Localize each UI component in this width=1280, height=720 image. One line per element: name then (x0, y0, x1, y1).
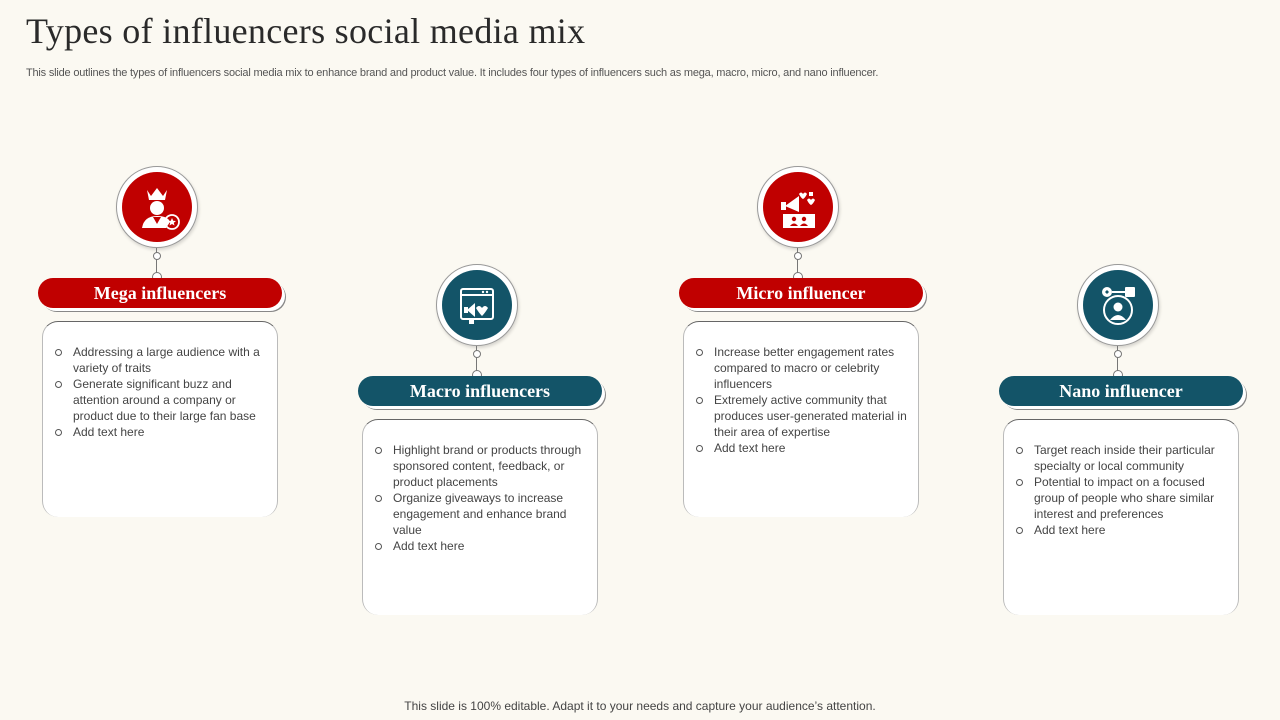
connector-dot (1114, 350, 1122, 358)
card-title: Micro influencer (679, 278, 923, 308)
crowned-person-star-icon (122, 172, 192, 242)
connector-dot (794, 252, 802, 260)
bullet-item: Highlight brand or products through sponsored content, feedback, or product placements (393, 442, 587, 490)
browser-megaphone-icon (442, 270, 512, 340)
bullet-item: Potential to impact on a focused group of people who share similar interest and preferences (1034, 474, 1228, 522)
card-text-box (362, 419, 598, 615)
bullet-item: Add text here (73, 424, 267, 440)
bullet-list (363, 420, 597, 554)
page-subtitle: This slide outlines the types of influencers social media mix to enhance brand and product value. It includes four types of influencers such as mega, macro, micro, and nano influencer. (26, 67, 879, 79)
card-text-box (683, 321, 919, 517)
icon-ring (1077, 264, 1159, 346)
bullet-list (1004, 420, 1238, 538)
megaphone-hearts-icon (763, 172, 833, 242)
page-title: Types of influencers social media mix (26, 11, 586, 51)
bullet-item: Add text here (393, 538, 587, 554)
bullet-item: Extremely active community that produces user-generated material in their area of expertise (714, 393, 907, 439)
bullet-item: Addressing a large audience with a variety of traits (73, 344, 267, 376)
bullet-item: Organize giveaways to increase engagement and enhance brand value (393, 490, 587, 538)
icon-ring (436, 264, 518, 346)
icon-ring (757, 166, 839, 248)
bullet-list (684, 322, 918, 456)
person-broadcast-icon (1083, 270, 1153, 340)
bullet-list (43, 322, 277, 440)
card-text-box (42, 321, 278, 517)
bullet-item: Generate significant buzz and attention around a company or product due to their large fan base (73, 376, 267, 424)
card-text-box (1003, 419, 1239, 615)
bullet-item: Increase better engagement rates compared to macro or celebrity influencers (714, 344, 908, 392)
icon-ring (116, 166, 198, 248)
card-title: Nano influencer (999, 376, 1243, 406)
footer-note: This slide is 100% editable. Adapt it to your needs and capture your audience’s attention. (404, 699, 876, 713)
card-title: Mega influencers (38, 278, 282, 308)
connector-dot (473, 350, 481, 358)
card-title: Macro influencers (358, 376, 602, 406)
connector-dot (153, 252, 161, 260)
bullet-item: Target reach inside their particular specialty or local community (1034, 442, 1228, 474)
bullet-item: Add text here (714, 440, 908, 456)
bullet-item: Add text here (1034, 522, 1228, 538)
